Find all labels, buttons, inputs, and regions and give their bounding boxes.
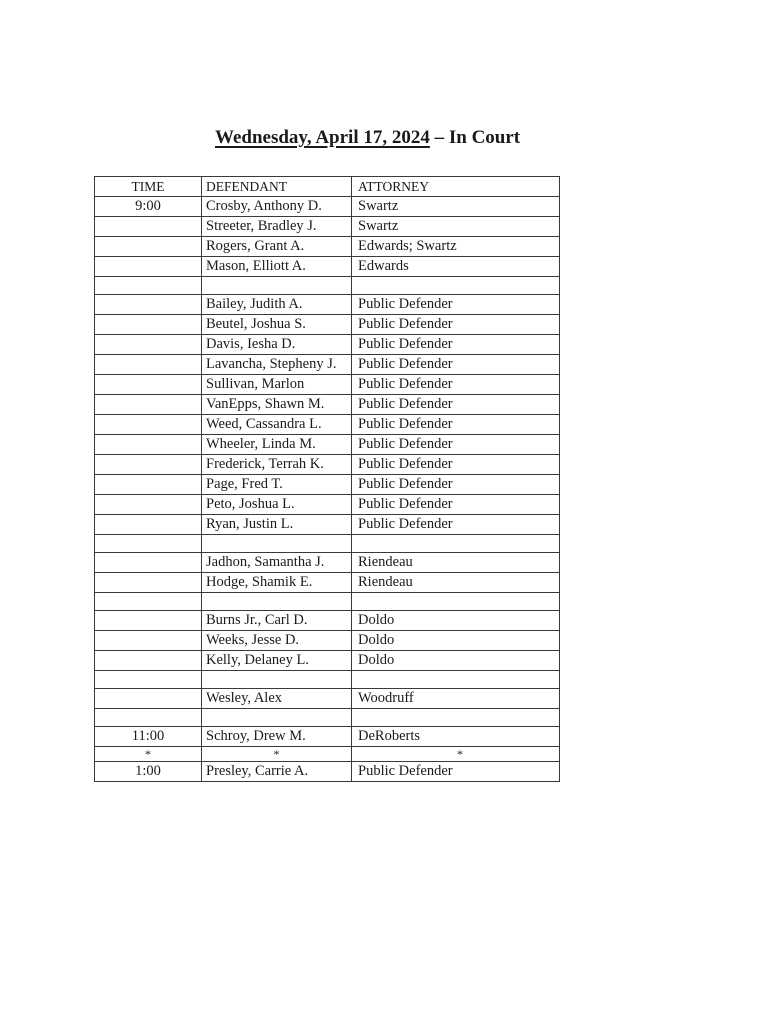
time-cell <box>95 455 202 475</box>
defendant-cell: Page, Fred T. <box>202 475 352 495</box>
time-cell <box>95 631 202 651</box>
attorney-cell: Swartz <box>352 217 560 237</box>
time-cell <box>95 277 202 295</box>
attorney-cell: Public Defender <box>352 375 560 395</box>
defendant-cell: Rogers, Grant A. <box>202 237 352 257</box>
attorney-cell <box>352 709 560 727</box>
attorney-cell: Public Defender <box>352 295 560 315</box>
attorney-cell: Public Defender <box>352 515 560 535</box>
time-cell <box>95 535 202 553</box>
attorney-cell: Public Defender <box>352 475 560 495</box>
time-cell <box>95 355 202 375</box>
defendant-cell: Mason, Elliott A. <box>202 257 352 277</box>
attorney-cell <box>352 277 560 295</box>
time-cell <box>95 335 202 355</box>
table-row <box>95 631 560 651</box>
defendant-cell <box>202 593 352 611</box>
table-row <box>95 237 560 257</box>
defendant-cell: Jadhon, Samantha J. <box>202 553 352 573</box>
table-row <box>95 455 560 475</box>
attorney-cell: Riendeau <box>352 553 560 573</box>
defendant-cell: Frederick, Terrah K. <box>202 455 352 475</box>
time-cell <box>95 295 202 315</box>
table-row <box>95 277 560 295</box>
defendant-cell: * <box>202 747 352 762</box>
table-row <box>95 435 560 455</box>
defendant-cell: Sullivan, Marlon <box>202 375 352 395</box>
table-row <box>95 671 560 689</box>
table-row <box>95 651 560 671</box>
attorney-cell <box>352 593 560 611</box>
attorney-cell: Doldo <box>352 611 560 631</box>
attorney-cell: Doldo <box>352 631 560 651</box>
defendant-cell <box>202 535 352 553</box>
header-attorney: ATTORNEY <box>352 177 560 197</box>
attorney-cell: DeRoberts <box>352 727 560 747</box>
table-row <box>95 197 560 217</box>
table-row <box>95 217 560 237</box>
table-row <box>95 535 560 553</box>
defendant-cell: Weeks, Jesse D. <box>202 631 352 651</box>
court-calendar-table <box>94 176 560 782</box>
defendant-cell: Wheeler, Linda M. <box>202 435 352 455</box>
attorney-cell: Public Defender <box>352 435 560 455</box>
time-cell <box>95 515 202 535</box>
time-cell <box>95 709 202 727</box>
time-cell <box>95 593 202 611</box>
defendant-cell: Weed, Cassandra L. <box>202 415 352 435</box>
time-cell <box>95 671 202 689</box>
attorney-cell <box>352 535 560 553</box>
time-cell: 9:00 <box>95 197 202 217</box>
attorney-cell: * <box>352 747 560 762</box>
time-cell <box>95 475 202 495</box>
table-row <box>95 515 560 535</box>
table-row <box>95 335 560 355</box>
attorney-cell: Edwards; Swartz <box>352 237 560 257</box>
table-row <box>95 593 560 611</box>
defendant-cell: Kelly, Delaney L. <box>202 651 352 671</box>
time-cell: 11:00 <box>95 727 202 747</box>
table-row <box>95 395 560 415</box>
defendant-cell: Burns Jr., Carl D. <box>202 611 352 631</box>
attorney-cell: Public Defender <box>352 335 560 355</box>
table-row <box>95 295 560 315</box>
defendant-cell: Hodge, Shamik E. <box>202 573 352 593</box>
time-cell <box>95 495 202 515</box>
time-cell: 1:00 <box>95 762 202 782</box>
attorney-cell: Doldo <box>352 651 560 671</box>
attorney-cell: Public Defender <box>352 455 560 475</box>
table-row <box>95 611 560 631</box>
time-cell: * <box>95 747 202 762</box>
defendant-cell <box>202 709 352 727</box>
table-row <box>95 257 560 277</box>
defendant-cell: Schroy, Drew M. <box>202 727 352 747</box>
attorney-cell: Public Defender <box>352 415 560 435</box>
time-cell <box>95 435 202 455</box>
defendant-cell: Streeter, Bradley J. <box>202 217 352 237</box>
defendant-cell: Beutel, Joshua S. <box>202 315 352 335</box>
attorney-cell: Public Defender <box>352 762 560 782</box>
defendant-cell: Davis, Iesha D. <box>202 335 352 355</box>
time-cell <box>95 651 202 671</box>
time-cell <box>95 375 202 395</box>
table-row <box>95 747 560 762</box>
table-row <box>95 475 560 495</box>
time-cell <box>95 315 202 335</box>
defendant-cell: Ryan, Justin L. <box>202 515 352 535</box>
attorney-cell <box>352 671 560 689</box>
time-cell <box>95 395 202 415</box>
title-suffix: In Court <box>448 127 521 148</box>
time-cell <box>95 257 202 277</box>
defendant-cell <box>202 277 352 295</box>
attorney-cell: Woodruff <box>352 689 560 709</box>
attorney-cell: Riendeau <box>352 573 560 593</box>
attorney-cell: Public Defender <box>352 315 560 335</box>
table-row <box>95 415 560 435</box>
table-row <box>95 689 560 709</box>
time-cell <box>95 237 202 257</box>
attorney-cell: Swartz <box>352 197 560 217</box>
time-cell <box>95 217 202 237</box>
attorney-cell: Public Defender <box>352 395 560 415</box>
table-row <box>95 355 560 375</box>
title-date: Wednesday, April 17, 2024 <box>215 127 430 148</box>
table-row <box>95 709 560 727</box>
defendant-cell: Lavancha, Stepheny J. <box>202 355 352 375</box>
attorney-cell: Public Defender <box>352 495 560 515</box>
time-cell <box>95 611 202 631</box>
defendant-cell: Bailey, Judith A. <box>202 295 352 315</box>
header-time: TIME <box>95 177 202 197</box>
attorney-cell: Public Defender <box>352 355 560 375</box>
table-header-row <box>95 177 560 197</box>
header-defendant: DEFENDANT <box>202 177 352 197</box>
defendant-cell: VanEpps, Shawn M. <box>202 395 352 415</box>
attorney-cell: Edwards <box>352 257 560 277</box>
time-cell <box>95 573 202 593</box>
table-row <box>95 375 560 395</box>
defendant-cell: Wesley, Alex <box>202 689 352 709</box>
time-cell <box>95 553 202 573</box>
defendant-cell: Peto, Joshua L. <box>202 495 352 515</box>
table-row <box>95 315 560 335</box>
table-row <box>95 727 560 747</box>
defendant-cell: Crosby, Anthony D. <box>202 197 352 217</box>
table-row <box>95 495 560 515</box>
table-row <box>95 573 560 593</box>
table-row <box>95 762 560 782</box>
time-cell <box>95 415 202 435</box>
time-cell <box>95 689 202 709</box>
table-row <box>95 553 560 573</box>
defendant-cell: Presley, Carrie A. <box>202 762 352 782</box>
title-separator: – <box>429 127 449 148</box>
defendant-cell <box>202 671 352 689</box>
